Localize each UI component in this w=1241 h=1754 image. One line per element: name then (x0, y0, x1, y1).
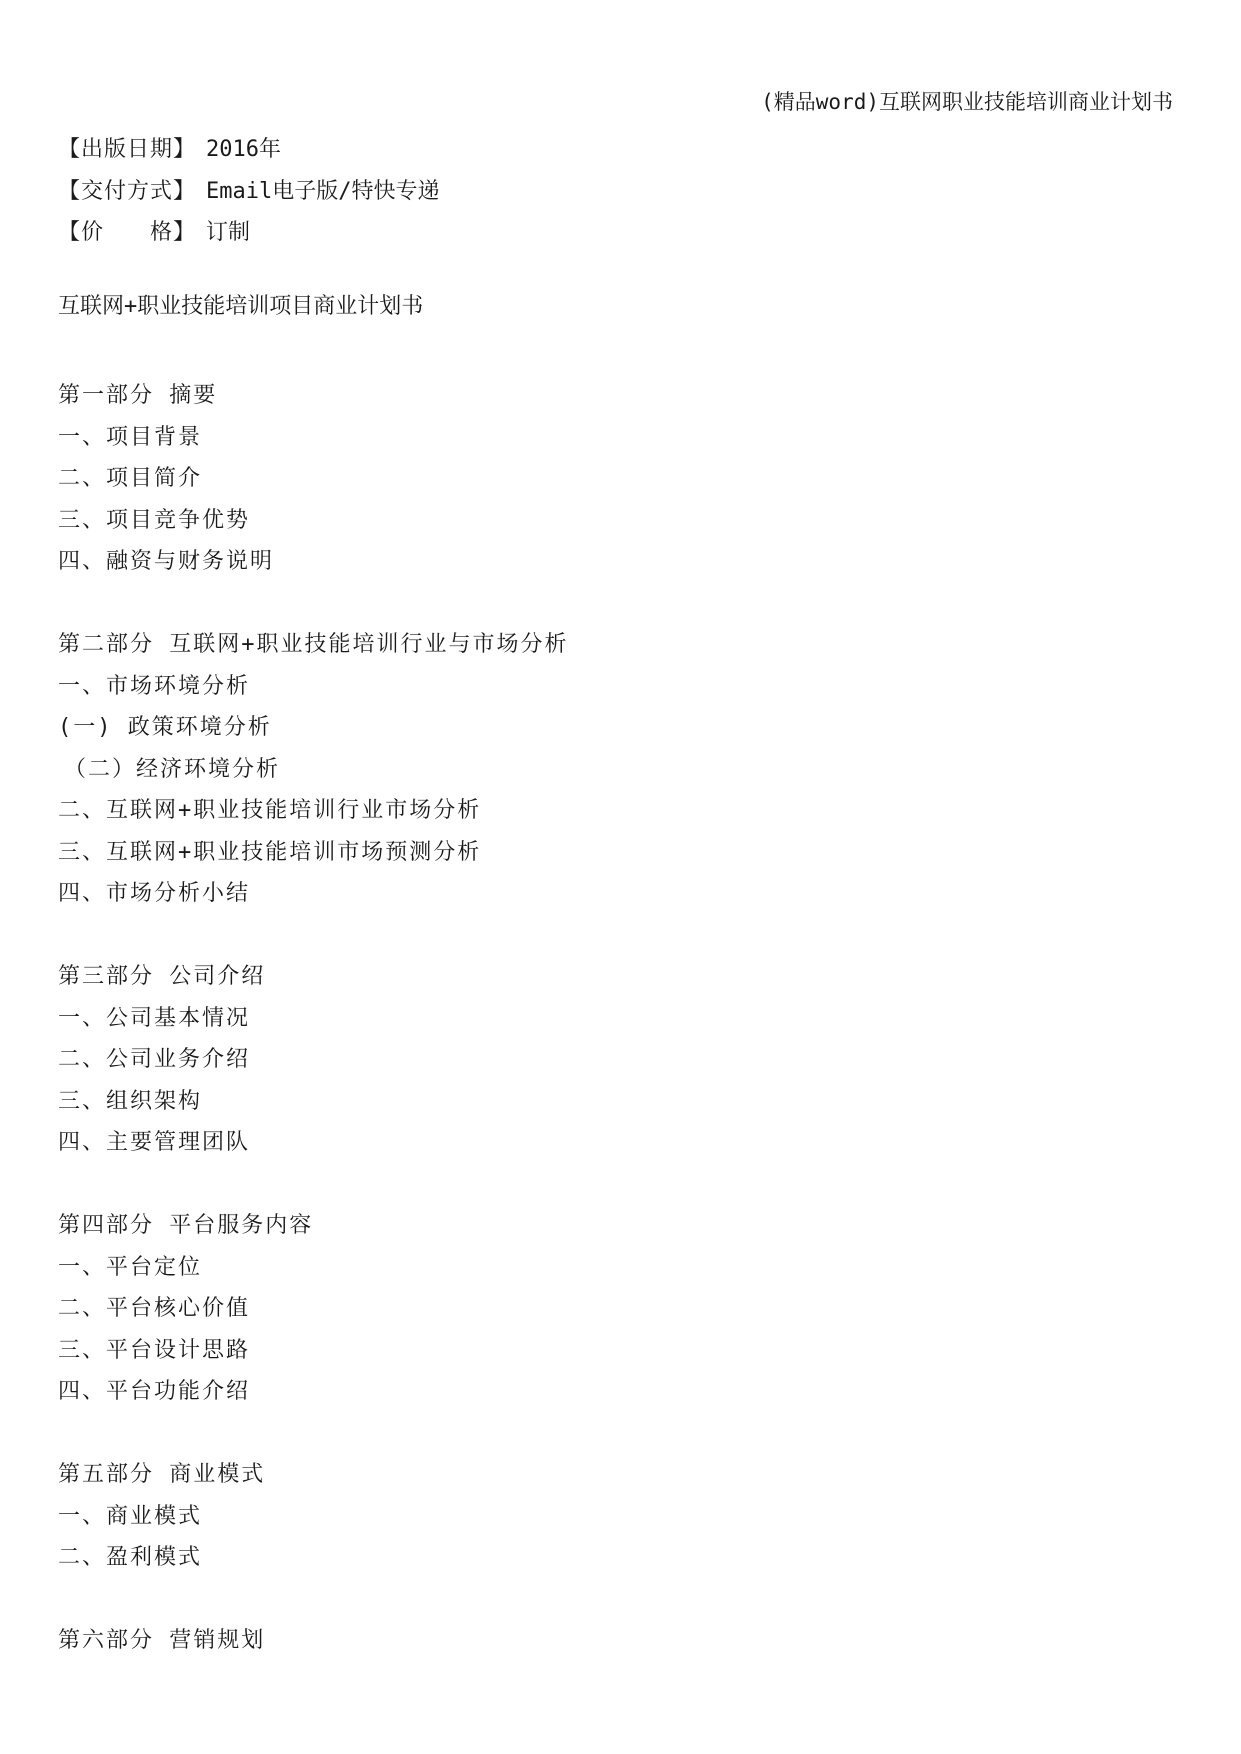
toc-item: 三、平台设计思路 (58, 1337, 251, 1363)
toc-item: 三、项目竞争优势 (58, 507, 251, 533)
toc-item: 一、项目背景 (58, 424, 203, 450)
toc-item: 二、平台核心价值 (58, 1296, 251, 1321)
toc-heading: 第六部分 营销规划 (58, 1628, 266, 1653)
toc-item: 四、融资与财务说明 (58, 549, 275, 574)
toc-heading: 第一部分 摘要 (58, 383, 218, 408)
toc-item: 三、组织架构 (58, 1088, 203, 1114)
running-header: (精品word)互联网职业技能培训商业计划书 (761, 90, 1173, 114)
toc-item: （二）经济环境分析 (64, 756, 281, 782)
toc-item: 一、商业模式 (58, 1503, 203, 1529)
toc-item: 三、互联网+职业技能培训市场预测分析 (58, 839, 482, 865)
toc-item: 四、市场分析小结 (58, 881, 251, 906)
toc-section-4 (58, 1205, 1178, 1413)
meta-row-price (58, 210, 439, 252)
toc-section-3 (58, 956, 1178, 1164)
toc-heading: 第四部分 平台服务内容 (58, 1213, 314, 1238)
toc-heading: 第三部分 公司介绍 (58, 964, 266, 989)
toc-item: 二、互联网+职业技能培训行业市场分析 (58, 798, 482, 823)
toc-item: 二、盈利模式 (58, 1545, 203, 1570)
toc-item: 一、市场环境分析 (58, 673, 251, 699)
meta-value: Email电子版/特快专递 (206, 178, 440, 204)
toc-item: 一、公司基本情况 (58, 1005, 251, 1031)
toc-item: 四、主要管理团队 (58, 1130, 251, 1155)
toc-section-5 (58, 1454, 1178, 1579)
toc-item: 二、项目简介 (58, 466, 203, 491)
meta-value: 订制 (206, 220, 251, 246)
meta-label: 【出版日期】 (58, 137, 197, 163)
toc-item: 一、平台定位 (58, 1254, 203, 1280)
publication-meta (58, 127, 439, 252)
toc-item: 二、公司业务介绍 (58, 1047, 251, 1072)
toc-section-1 (58, 375, 1178, 583)
meta-label: 【价 格】 (58, 220, 197, 246)
toc-heading: 第二部分 互联网+职业技能培训行业与市场分析 (58, 632, 569, 657)
meta-value: 2016年 (206, 137, 281, 163)
table-of-contents (58, 375, 1178, 1703)
toc-section-6 (58, 1620, 1178, 1662)
toc-heading: 第五部分 商业模式 (58, 1462, 266, 1487)
meta-row-publish-date (58, 127, 439, 169)
meta-row-delivery (58, 169, 439, 211)
toc-item: 四、平台功能介绍 (58, 1379, 251, 1404)
toc-section-2 (58, 624, 1178, 915)
meta-label: 【交付方式】 (58, 178, 197, 204)
toc-item: (一) 政策环境分析 (58, 715, 272, 740)
document-title: 互联网+职业技能培训项目商业计划书 (58, 294, 424, 319)
